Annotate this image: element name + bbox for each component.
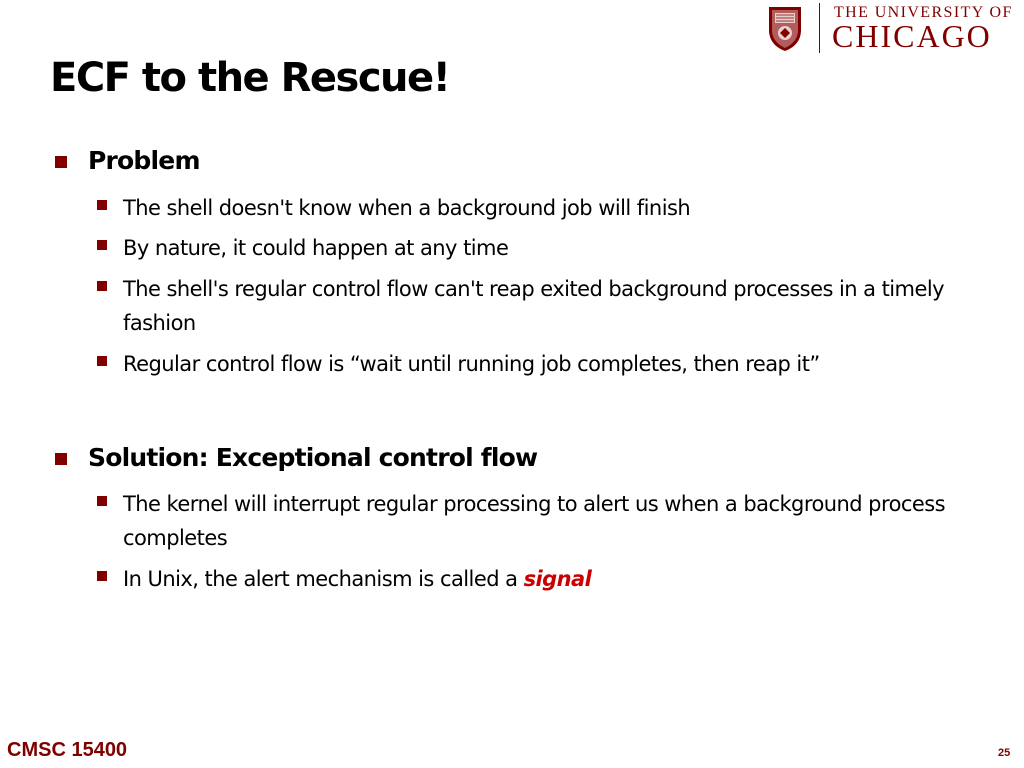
- bullet-item: [123, 347, 993, 381]
- square-bullet-icon: [97, 356, 107, 366]
- section-heading-problem: [88, 146, 200, 175]
- square-bullet-icon: [97, 496, 107, 506]
- logo-divider: [819, 3, 820, 53]
- square-bullet-icon: [97, 281, 107, 291]
- square-bullet-icon: [97, 240, 107, 250]
- bullet-text: The shell doesn't know when a background job will finish: [123, 196, 691, 220]
- logo-line-1: THE UNIVERSITY OF: [834, 4, 1013, 21]
- bullet-text: The shell's regular control flow can't reap exited background processes in a timely fashion: [123, 277, 944, 335]
- square-bullet-icon: [97, 200, 107, 210]
- bullet-item: [123, 487, 993, 555]
- university-seal-icon: [766, 4, 804, 52]
- page-number: 25: [998, 747, 1011, 759]
- square-bullet-icon: [97, 571, 107, 581]
- emphasis-signal: signal: [523, 567, 592, 591]
- bullet-item: [123, 191, 993, 225]
- bullet-text: The kernel will interrupt regular processing to alert us when a background process completes: [123, 492, 946, 550]
- bullet-text: In Unix, the alert mechanism is called a: [123, 567, 524, 591]
- bullet-item: [123, 562, 993, 596]
- square-bullet-icon: [55, 156, 67, 168]
- section-heading-label: Problem: [88, 146, 200, 175]
- university-logo: [766, 0, 1024, 56]
- logo-line-2: CHICAGO: [832, 18, 992, 54]
- section-heading-solution: [88, 443, 537, 472]
- square-bullet-icon: [55, 453, 67, 465]
- bullet-item: [123, 272, 993, 340]
- slide-title: ECF to the Rescue!: [50, 55, 450, 101]
- bullet-text: By nature, it could happen at any time: [123, 236, 509, 260]
- bullet-item: [123, 231, 993, 265]
- course-label: CMSC 15400: [7, 739, 128, 761]
- section-heading-label: Solution: Exceptional control flow: [88, 443, 538, 472]
- bullet-text: Regular control flow is “wait until running job completes, then reap it”: [123, 352, 820, 376]
